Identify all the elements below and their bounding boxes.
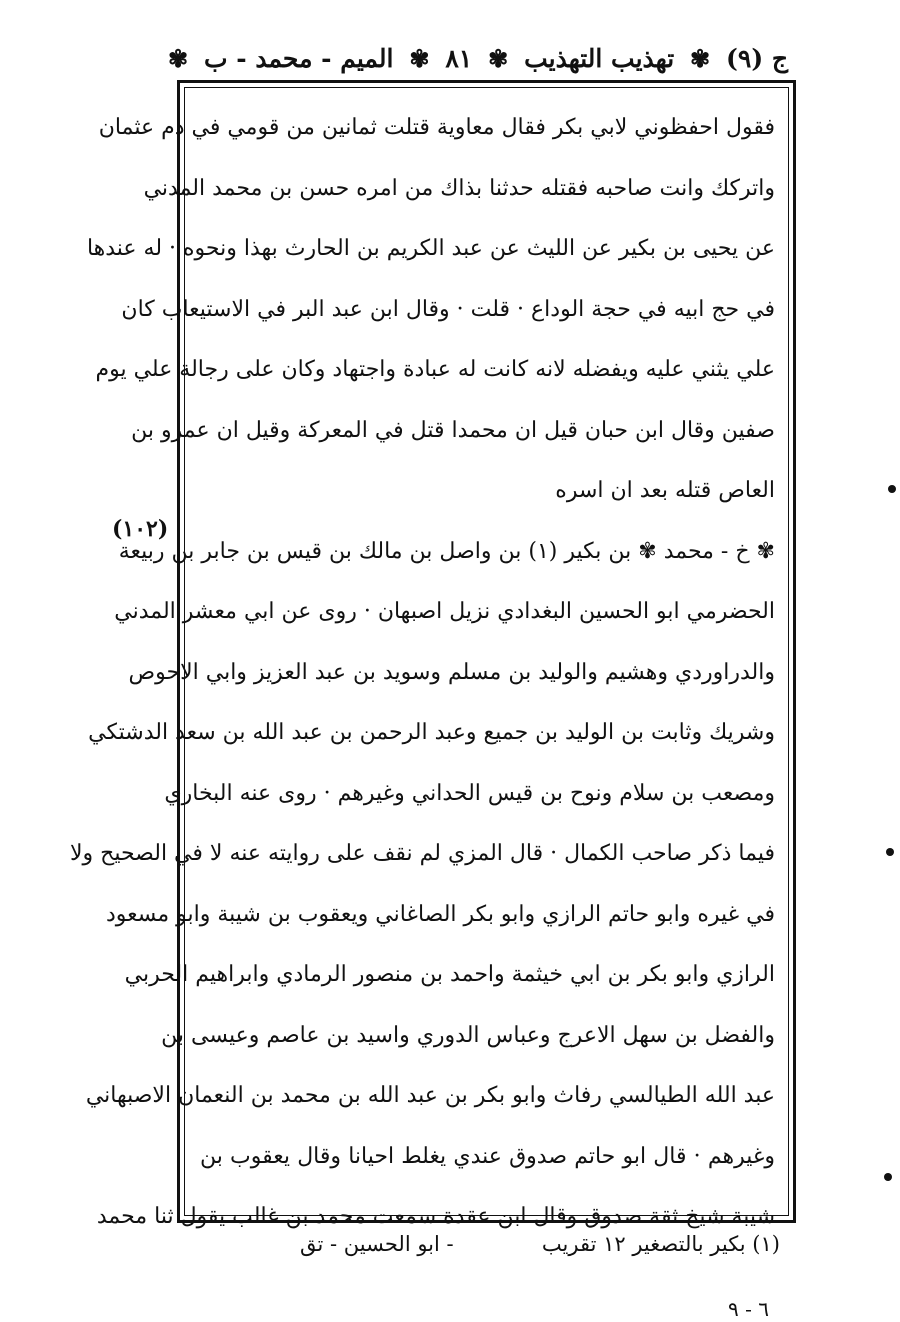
speck-mark: [888, 485, 896, 493]
text-line: عن يحيى بن بكير عن الليث عن عبد الكريم بن الحارث بهذا ونحوه · له عندها: [86, 236, 775, 261]
ornament-icon: ✾: [690, 43, 711, 73]
speck-mark: [886, 848, 894, 856]
speck-mark: [884, 1173, 892, 1181]
text-line: فقول احفظوني لابي بكر فقال معاوية قتلت ثمانين من قومي في دم عثمان: [98, 115, 775, 140]
text-line: والدراوردي وهشيم والوليد بن مسلم وسويد بن عبد العزيز وابي الاحوص: [128, 659, 775, 685]
text-line: ومصعب بن سلام ونوح بن قيس الحداني وغيرهم · روى عنه البخاري: [164, 780, 775, 806]
text-line: صفين وقال ابن حبان قيل ان محمدا قتل في المعركة وقيل ان عمرو بن: [131, 417, 775, 443]
footnote-right: - ابو الحسين - تق: [300, 1232, 454, 1256]
entry-heading-line: ✾ خ - محمد ✾ بن بكير (١) بن واصل بن مالك بن قيس بن جابر بن ربيعة: [118, 538, 775, 564]
ornament-icon: ✾: [168, 43, 189, 73]
text-line: والفضل بن سهل الاعرج وعباس الدوري واسيد بن عاصم وعيسى بن: [161, 1022, 775, 1048]
footnote: [300, 1232, 780, 1256]
text-line: الحضرمي ابو الحسين البغدادي نزيل اصبهان · روى عن ابي معشر المدني: [114, 599, 775, 624]
page-header: [168, 38, 788, 78]
header-page-number: ٨١: [445, 43, 473, 73]
text-line: الرازي وابو بكر بن ابي خيثمة واحمد بن منصور الرمادي وابراهيم الحربي: [124, 962, 775, 987]
text-line: وغيرهم · قال ابو حاتم صدوق عندي يغلط احيانا وقال يعقوب بن: [200, 1143, 775, 1169]
header-volume: ج (٩): [726, 43, 788, 73]
text-line: العاص قتله بعد ان اسره: [555, 478, 775, 503]
text-line: واتركك وانت صاحبه فقتله حدثنا بذاك من امره حسن بن محمد المدني: [143, 175, 775, 201]
text-line: في حج ابيه في حجة الوداع · قلت · وقال ابن عبد البر في الاستيعاب كان: [121, 296, 775, 322]
ornament-icon: ✾: [409, 43, 430, 73]
text-line: وشريك وثابت بن الوليد بن جميع وعبد الرحمن بن عبد الله بن سعد الدشتكي: [88, 720, 775, 745]
text-line: في غيره وابو حاتم الرازي وابو بكر الصاغاني ويعقوب بن شيبة وابو مسعود: [105, 901, 775, 927]
text-line: شيبة شيخ ثقة صدوق وقال ابن عقدة سمعت محمد بن غالب يقول ثنا محمد: [96, 1204, 775, 1229]
page-signature: ٦ - ٩: [728, 1297, 769, 1321]
ornament-icon: ✾: [488, 43, 509, 73]
text-line: علي يثني عليه ويفضله لانه كانت له عبادة واجتهاد وكان على رجالة علي يوم: [95, 357, 775, 382]
text-line: عبد الله الطيالسي رفاث وابو بكر بن عبد الله بن محمد بن النعمان الاصبهاني: [85, 1083, 775, 1108]
header-section: الميم - محمد - ب: [204, 43, 394, 73]
footnote-left: (١) بكير بالتصغير ١٢ تقريب: [541, 1232, 780, 1256]
entry-number: (١٠٢): [112, 516, 169, 542]
text-line: فيما ذكر صاحب الكمال · قال المزي لم نقف على روايته عنه لا في الصحيح ولا: [69, 841, 775, 866]
header-book-title: تهذيب التهذيب: [524, 43, 675, 73]
